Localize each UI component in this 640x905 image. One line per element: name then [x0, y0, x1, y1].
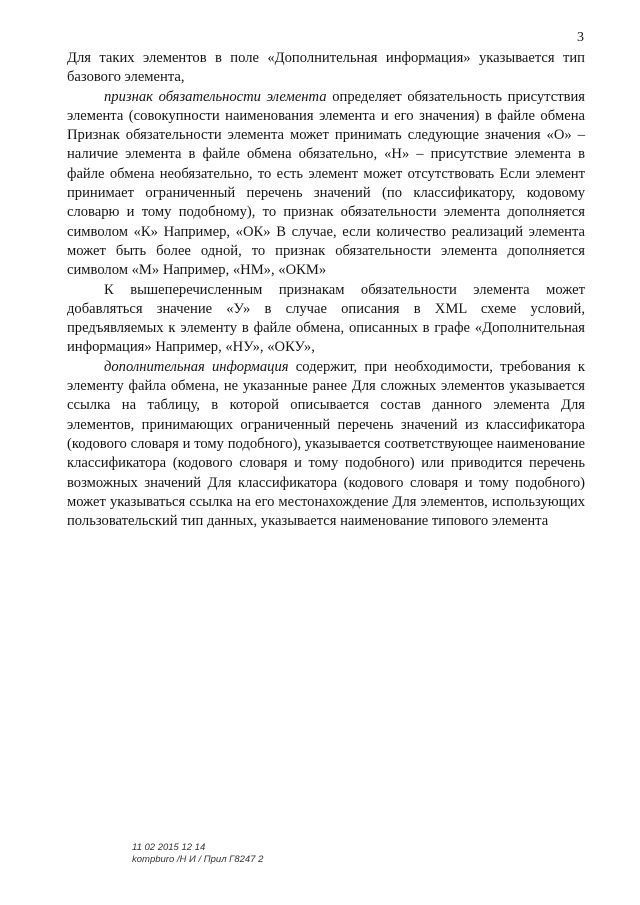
- paragraph-mandatory-flag: [67, 88, 585, 281]
- paragraph-text: содержит, при необходимости, требования к элементу файла обмена, не указанные ранее Для сложных элементов указывается ссылка на таблицу, в которой описывается состав данного элемента Для элементов, принимающих ограниченный перечень значений из классификатора (кодового словаря и тому подобного), указывается соответствующее наименование классификатора (кодового словаря и тому подобного) или приводится перечень возможных значений Для классификатора (кодового словаря и тому подобного) может указываться ссылка на его местонахождение Для элементов, использующих пользовательский тип данных, указывается наименование типового элемента: [67, 358, 585, 530]
- paragraph-text: Для таких элементов в поле «Дополнительная информация» указывается тип базового элемента,: [67, 50, 585, 86]
- footer-timestamp: 11 02 2015 12 14: [132, 842, 206, 853]
- paragraph-additional-info: [67, 358, 585, 532]
- footer-file-reference: kompburo /Н И / Прил Г8247 2: [132, 853, 264, 865]
- paragraph-text: К вышеперечисленным признакам обязательности элемента может добавляться значение «У» в случае описания в XML схеме условий, предъявляемых к элементу в файле обмена, описанных в графе «Дополнительная информация» Например, «НУ», «ОКУ»,: [67, 281, 585, 356]
- term-mandatory-flag: признак обязательности элемента: [104, 88, 327, 105]
- paragraph-u-value: [67, 281, 585, 358]
- page-number: 3: [577, 30, 584, 45]
- document-body: [67, 49, 585, 531]
- print-footer: [132, 842, 263, 865]
- paragraph-text: определяет обязательность присутствия элемента (совокупности наименования элемента и его значения) в файле обмена Признак обязательности элемента может принимать следующие значения «О» – наличие элемента в файле обмена обязательно, «Н» – присутствие элемента в файле обмена необязательно, то есть элемент может отсутствовать Если элемент принимает ограниченный перечень значений (по классификатору, кодовому словарю и тому подобному), то признак обязательности элемента дополняется символом «К» Например, «ОК» В случае, если количество реализаций элемента может быть более одной, то признак обязательности элемента дополняется символом «М» Например, «НМ», «ОКМ»: [67, 88, 585, 279]
- term-additional-info: дополнительная информация: [104, 358, 289, 375]
- paragraph-base-type: [67, 49, 585, 88]
